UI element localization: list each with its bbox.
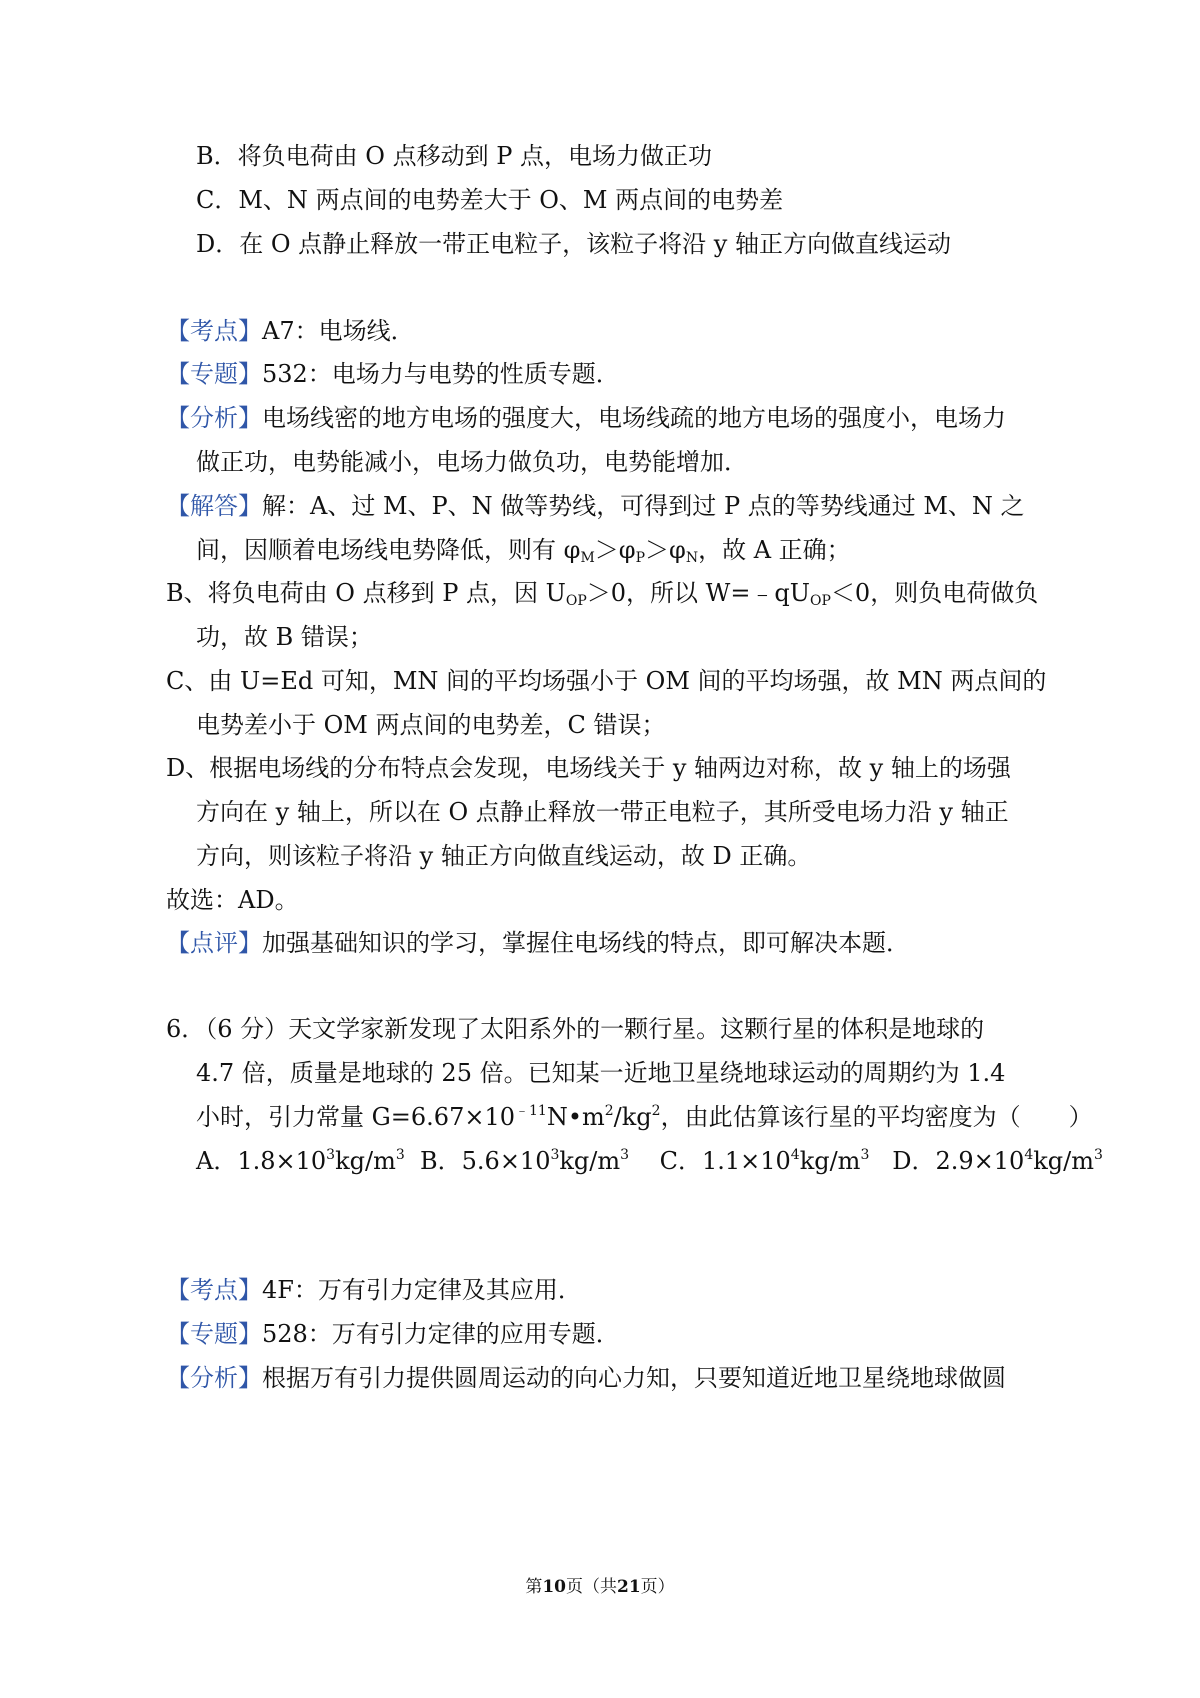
- page-number: 10: [542, 1577, 566, 1597]
- jieda-text-2b: ，故 A 正确；: [698, 536, 851, 564]
- footer-prefix: 第: [525, 1577, 543, 1597]
- jieda-text: 解：A、过 M、P、N 做等势线，可得到过 P 点的等势线通过 M、N 之: [262, 492, 1025, 520]
- q5-step-d: D、根据电场线的分布特点会发现，电场线关于 y 轴两边对称，故 y 轴上的场强: [166, 754, 1011, 782]
- q5-jieda-cont: [196, 534, 851, 566]
- q5-kaodian: [166, 315, 415, 347]
- q6-stem-2: 4.7 倍，质量是地球的 25 倍。已知某一近地卫星绕地球运动的周期约为 1.4: [196, 1059, 1006, 1087]
- stem-3-text-end: ，由此估算该行星的平均密度为（ ）: [660, 1103, 1093, 1131]
- jieda-tag: 【解答】: [166, 492, 262, 520]
- fenxi-tag: 【分析】: [166, 1364, 262, 1392]
- q5-step-b: [166, 577, 1038, 609]
- kaodian-text: 4F：万有引力定律及其应用．: [262, 1276, 582, 1304]
- greater-than: ＞: [594, 536, 619, 564]
- dianping-tag: 【点评】: [166, 929, 262, 957]
- q6-option-a: A．$1.8\times 10^3kg/m^3$: [196, 1147, 405, 1175]
- kaodian-tag: 【考点】: [166, 1276, 262, 1304]
- stem-3-text: 小时，引力常量 G=6.67×10: [196, 1103, 515, 1131]
- kaodian-text: A7：电场线．: [262, 317, 415, 345]
- zhuanti-tag: 【专题】: [166, 1320, 262, 1348]
- total-pages: 21: [617, 1577, 641, 1597]
- footer-middle: 页（共: [566, 1577, 617, 1597]
- exponent-2: 2: [651, 1103, 661, 1119]
- subscript-op: OP: [565, 593, 587, 609]
- q5-step-d-cont: 方向在 y 轴上，所以在 O 点静止释放一带正电粒子，其所受电场力沿 y 轴正: [196, 798, 1009, 826]
- dianping-text: 加强基础知识的学习，掌握住电场线的特点，即可解决本题．: [262, 929, 910, 957]
- fenxi-text: 根据万有引力提供圆周运动的向心力知，只要知道近地卫星绕地球做圆: [262, 1364, 1006, 1392]
- stem-3-unit-2: /kg: [613, 1103, 652, 1131]
- q6-option-d: D．$2.9\times 10^4kg/m^3$: [892, 1147, 1103, 1175]
- option-d: D．在 O 点静止释放一带正电粒子，该粒子将沿 y 轴正方向做直线运动: [196, 230, 951, 258]
- phi-symbol: φ: [669, 536, 686, 564]
- q6-options: [196, 1145, 1103, 1177]
- fenxi-tag: 【分析】: [166, 404, 262, 432]
- zhuanti-text: 528：万有引力定律的应用专题．: [262, 1320, 620, 1348]
- q5-zhuanti: [166, 358, 620, 390]
- exponent-neg11: ﹣11: [515, 1103, 547, 1119]
- q6-fenxi: [166, 1362, 1006, 1394]
- step-b-text-2: ＞0，所以 W=﹣qU: [586, 579, 811, 607]
- fenxi-text: 电场线密的地方电场的强度大，电场线疏的地方电场的强度小，电场力: [262, 404, 1006, 432]
- kaodian-tag: 【考点】: [166, 317, 262, 345]
- zhuanti-tag: 【专题】: [166, 360, 262, 388]
- greater-than: ＞: [645, 536, 670, 564]
- q5-fenxi-cont: 做正功，电势能减小，电场力做负功，电势能增加．: [196, 448, 748, 476]
- q5-step-c-cont: 电势差小于 OM 两点间的电势差，C 错误；: [196, 711, 666, 739]
- q5-dianping: [166, 927, 910, 959]
- q6-option-b: B．$5.6\times 10^3kg/m^3$: [420, 1147, 630, 1175]
- subscript-n: N: [685, 550, 699, 566]
- q6-kaodian: [166, 1274, 582, 1306]
- option-c: C．M、N 两点间的电势差大于 O、M 两点间的电势差: [196, 186, 784, 214]
- exponent-2: 2: [604, 1103, 614, 1119]
- jieda-text-2: 间，因顺着电场线电势降低，则有 φ: [196, 536, 581, 564]
- q6-stem-1: 6．（6 分）天文学家新发现了太阳系外的一颗行星。这颗行星的体积是地球的: [166, 1015, 985, 1043]
- q5-answer: 故选：AD。: [166, 886, 299, 914]
- subscript-m: M: [580, 550, 595, 566]
- q5-step-d-cont2: 方向，则该粒子将沿 y 轴正方向做直线运动，故 D 正确。: [196, 842, 812, 870]
- phi-symbol: φ: [618, 536, 636, 564]
- footer-suffix: 页）: [640, 1577, 675, 1597]
- subscript-p: P: [635, 550, 646, 566]
- stem-3-unit: N•m: [546, 1103, 605, 1131]
- q5-jieda: [166, 490, 1025, 522]
- subscript-op: OP: [810, 593, 831, 609]
- q5-fenxi: [166, 402, 1006, 434]
- q5-step-b-cont: 功，故 B 错误；: [196, 623, 373, 651]
- step-b-text-3: ＜0，则负电荷做负: [830, 579, 1039, 607]
- page-footer: [0, 1576, 1200, 1598]
- q6-stem-3: [196, 1101, 1093, 1133]
- zhuanti-text: 532：电场力与电势的性质专题．: [262, 360, 620, 388]
- q5-step-c: C、由 U=Ed 可知，MN 间的平均场强小于 OM 间的平均场强，故 MN 两点间的: [166, 667, 1047, 695]
- q6-zhuanti: [166, 1318, 620, 1350]
- q6-option-c: C．$1.1\times 10^4kg/m^3$: [659, 1147, 870, 1175]
- option-b: B．将负电荷由 O 点移动到 P 点，电场力做正功: [196, 142, 712, 170]
- step-b-text: B、将负电荷由 O 点移到 P 点，因 U: [166, 579, 566, 607]
